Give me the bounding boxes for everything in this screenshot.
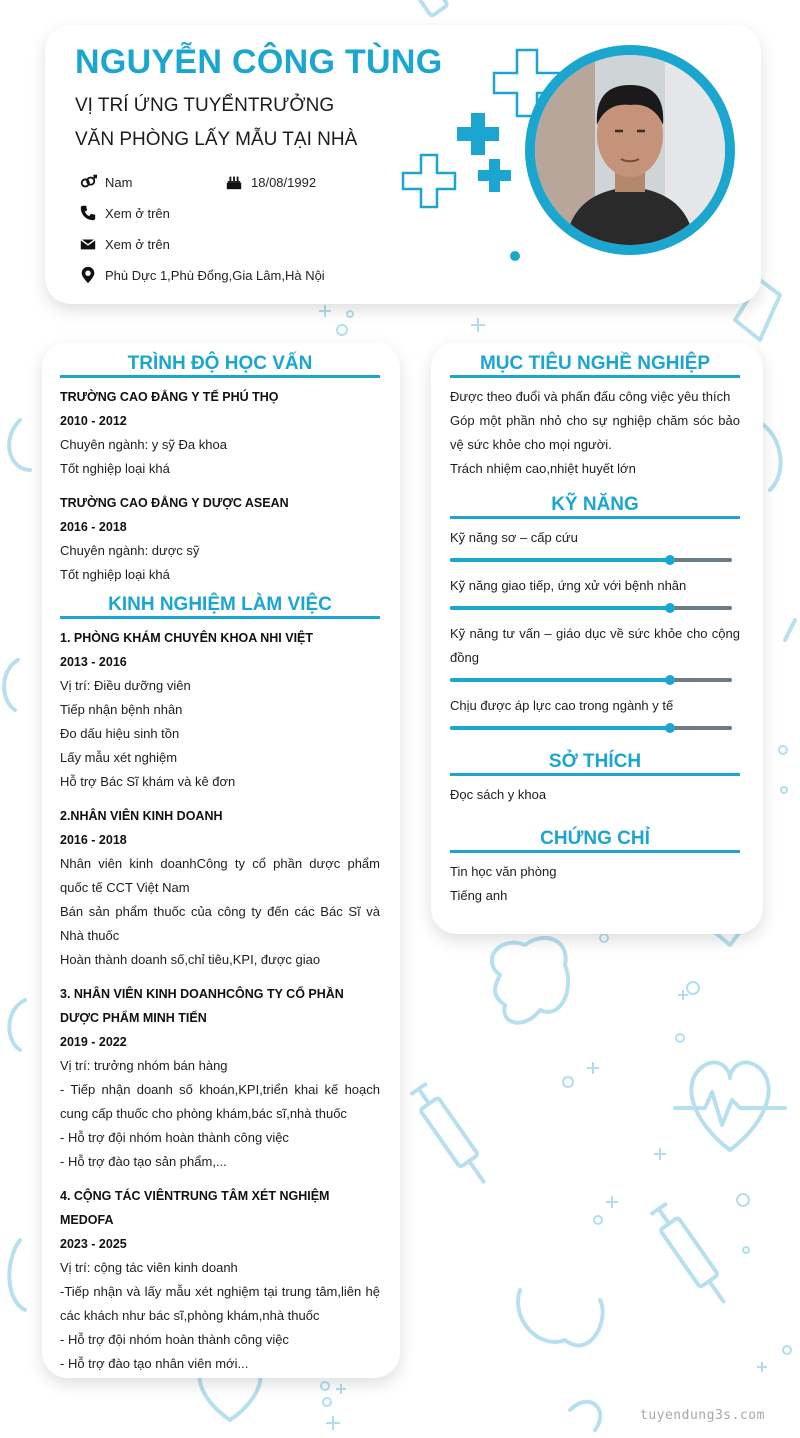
experience-line: - Hỗ trợ đội nhóm hoàn thành công việc [60,1332,289,1347]
education-line: Chuyên ngành: dược sỹ [60,543,200,558]
education-title: TRÌNH ĐỘ HỌC VẤN [60,350,380,378]
experience-line: Tiếp nhận bệnh nhân [60,702,183,717]
avatar [525,45,735,255]
header-card [45,25,761,304]
address-value: Phù Dực 1,Phù Đổng,Gia Lâm,Hà Nội [105,267,325,283]
experience-line: - Hỗ trợ đào tạo sản phẩm,... [60,1154,227,1169]
experience-period: 2019 - 2022 [60,1035,127,1049]
skill-bar [450,558,732,562]
experience-line: Nhân viên kinh doanhCông ty cổ phần dược phẩm quốc tế CCT Việt Nam [60,856,380,895]
skill-bar-fill [450,678,670,682]
experience-line: - Hỗ trợ đào tạo nhân viên mới... [60,1356,249,1371]
phone-value: Xem ở trên [105,205,170,221]
company-name: 1. PHÒNG KHÁM CHUYÊN KHOA NHI VIỆT [60,631,314,645]
birthday-value: 18/08/1992 [251,174,317,190]
company-name: 4. CỘNG TÁC VIÊNTRUNG TÂM XÉT NGHIỆM MEDOFA [60,1189,330,1227]
phone-icon [79,204,97,222]
education-line: Chuyên ngành: y sỹ Đa khoa [60,437,227,452]
left-column-card [42,342,400,1378]
company-name: 3. NHÂN VIÊN KINH DOANHCÔNG TY CỔ PHẦN DƯỢC PHẨM MINH TIẾN [60,987,344,1025]
experience-title: KINH NGHIỆM LÀM VIỆC [60,591,380,619]
experience-line: -Tiếp nhận và lấy mẫu xét nghiệm tại trung tâm,liên hệ các khách như bác sĩ,phòng khám,nhà thuốc [60,1284,380,1323]
experience-line: Lấy mẫu xét nghiệm [60,750,178,765]
location-icon [79,266,97,284]
company-name: 2.NHÂN VIÊN KINH DOANH [60,809,223,823]
education-period: 2016 - 2018 [60,520,127,534]
experience-line: Vị trí: trưởng nhóm bán hàng [60,1058,228,1073]
education-line: Tốt nghiệp loại khá [60,567,170,582]
education-line: Tốt nghiệp loại khá [60,461,170,476]
watermark: tuyendung3s.com [640,1408,765,1423]
address-row [79,265,325,285]
skill-label: Kỹ năng sơ – cấp cứu [450,530,578,545]
experience-line: Vị trí: cộng tác viên kinh doanh [60,1260,238,1275]
certificate-line: Tin học văn phòng [450,864,557,879]
experience-line: Hỗ trợ Bác Sĩ khám và kê đơn [60,774,236,789]
phone-row [79,203,170,223]
experience-line: - Hỗ trợ đội nhóm hoàn thành công việc [60,1130,289,1145]
skill-bar-knob [665,723,675,733]
skill-bar [450,726,732,730]
school-name: TRƯỜNG CAO ĐẲNG Y DƯỢC ASEAN [60,496,289,510]
skill-label: Kỹ năng giao tiếp, ứng xử với bệnh nhân [450,578,687,593]
skill-bar-fill [450,606,670,610]
experience-entry [60,1184,380,1376]
skill-bar-fill [450,726,670,730]
experience-line: Hoàn thành doanh số,chỉ tiêu,KPI, được giao [60,952,321,967]
avatar-photo [535,55,725,245]
certificate-line: Tiếng anh [450,888,508,903]
skill-item [450,526,740,562]
experience-period: 2016 - 2018 [60,833,127,847]
experience-line: Đo dấu hiệu sinh tồn [60,726,180,741]
gender-icon [79,173,97,191]
experience-entry [60,982,380,1174]
skill-label: Kỹ năng tư vấn – giáo dục về sức khỏe cho cộng đồng [450,626,740,665]
mail-icon [79,235,97,253]
education-entry [60,491,380,587]
objective-line: Trách nhiệm cao,nhiệt huyết lớn [450,461,636,476]
skills-title: KỸ NĂNG [450,491,740,519]
right-column-card [431,342,763,934]
candidate-name: NGUYỄN CÔNG TÙNG [75,43,443,81]
hobbies-title: SỞ THÍCH [450,748,740,776]
experience-period: 2023 - 2025 [60,1237,127,1251]
education-period: 2010 - 2012 [60,414,127,428]
skill-item [450,694,740,730]
objective-line: Được theo đuổi và phấn đấu công việc yêu thích [450,389,731,404]
skill-bar-fill [450,558,670,562]
experience-line: Bán sản phẩm thuốc của công ty đến các Bác Sĩ và Nhà thuốc [60,904,380,943]
experience-entry [60,626,380,794]
skill-bar-knob [665,555,675,565]
skill-bar [450,606,732,610]
skill-item [450,622,740,682]
skills-list [450,526,740,730]
applied-position: VỊ TRÍ ỨNG TUYỂNTRƯỞNG VĂN PHÒNG LẤY MẪU TẠI NHÀ [75,95,358,150]
cake-icon [225,173,243,191]
experience-line: - Tiếp nhận doanh số khoán,KPI,triển khai kế hoạch cung cấp thuốc cho phòng khám,bác sĩ,nhà thuốc [60,1082,380,1121]
skill-item [450,574,740,610]
email-value: Xem ở trên [105,236,170,252]
hobby-line: Đọc sách y khoa [450,787,547,802]
birthday-row [225,172,316,192]
school-name: TRƯỜNG CAO ĐẲNG Y TẾ PHÚ THỌ [60,390,279,404]
experience-period: 2013 - 2016 [60,655,127,669]
education-entry [60,385,380,481]
experience-line: Vị trí: Điều dưỡng viên [60,678,191,693]
skill-bar-knob [665,675,675,685]
gender-value: Nam [105,174,133,190]
certificates-title: CHỨNG CHỈ [450,825,740,853]
email-row [79,234,170,254]
skill-bar [450,678,732,682]
objective-title: MỤC TIÊU NGHỀ NGHIỆP [450,350,740,378]
experience-entry [60,804,380,972]
skill-label: Chịu được áp lực cao trong ngành y tế [450,698,674,713]
skill-bar-knob [665,603,675,613]
gender-row [79,172,132,192]
objective-line: Góp một phần nhỏ cho sự nghiệp chăm sóc bảo vệ sức khỏe cho mọi người. [450,413,740,452]
